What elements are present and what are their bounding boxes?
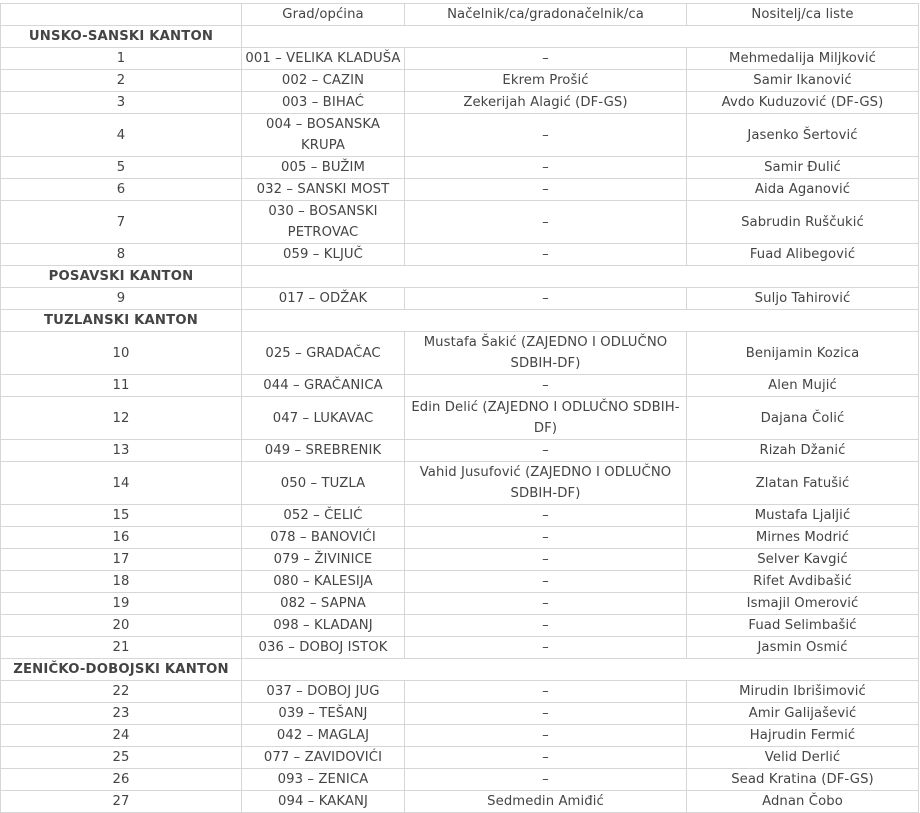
list-holder-cell: Rizah Džanić bbox=[687, 440, 919, 462]
list-holder-cell: Dajana Čolić bbox=[687, 397, 919, 440]
mayor-cell: Sedmedin Amiđić bbox=[405, 791, 687, 813]
municipality-cell: 025 – GRADAČAC bbox=[242, 332, 405, 375]
mayor-cell: – bbox=[405, 288, 687, 310]
mayor-cell: – bbox=[405, 593, 687, 615]
section-row bbox=[1, 26, 919, 48]
list-holder-cell: Rifet Avdibašić bbox=[687, 571, 919, 593]
list-holder-cell: Fuad Alibegović bbox=[687, 244, 919, 266]
table-row bbox=[1, 92, 919, 114]
table-body bbox=[1, 4, 919, 813]
list-holder-cell: Samir Đulić bbox=[687, 157, 919, 179]
section-filler bbox=[242, 659, 919, 681]
section-row bbox=[1, 659, 919, 681]
list-holder-cell: Ismajil Omerović bbox=[687, 593, 919, 615]
table-row bbox=[1, 769, 919, 791]
list-holder-cell: Velid Derlić bbox=[687, 747, 919, 769]
row-number: 7 bbox=[1, 201, 242, 244]
municipality-cell: 093 – ZENICA bbox=[242, 769, 405, 791]
section-filler bbox=[242, 266, 919, 288]
mayor-cell: – bbox=[405, 505, 687, 527]
mayor-cell: – bbox=[405, 201, 687, 244]
section-filler bbox=[242, 26, 919, 48]
list-holder-cell: Avdo Kuduzović (DF-GS) bbox=[687, 92, 919, 114]
row-number: 3 bbox=[1, 92, 242, 114]
header-row bbox=[1, 4, 919, 26]
mayor-cell: Zekerijah Alagić (DF-GS) bbox=[405, 92, 687, 114]
table-row bbox=[1, 527, 919, 549]
section-row bbox=[1, 266, 919, 288]
table-row bbox=[1, 505, 919, 527]
row-number: 15 bbox=[1, 505, 242, 527]
mayor-cell: – bbox=[405, 637, 687, 659]
mayor-cell: – bbox=[405, 440, 687, 462]
municipality-cell: 003 – BIHAĆ bbox=[242, 92, 405, 114]
section-row bbox=[1, 310, 919, 332]
row-number: 26 bbox=[1, 769, 242, 791]
mayor-cell: Ekrem Prošić bbox=[405, 70, 687, 92]
row-number: 1 bbox=[1, 48, 242, 70]
table-row bbox=[1, 571, 919, 593]
row-number: 22 bbox=[1, 681, 242, 703]
municipality-cell: 082 – SAPNA bbox=[242, 593, 405, 615]
section-title: TUZLANSKI KANTON bbox=[1, 310, 242, 332]
header-number bbox=[1, 4, 242, 26]
municipality-cell: 032 – SANSKI MOST bbox=[242, 179, 405, 201]
list-holder-cell: Jasenko Šertović bbox=[687, 114, 919, 157]
mayor-cell: – bbox=[405, 157, 687, 179]
municipality-cell: 039 – TEŠANJ bbox=[242, 703, 405, 725]
mayor-cell: – bbox=[405, 615, 687, 637]
list-holder-cell: Jasmin Osmić bbox=[687, 637, 919, 659]
mayor-cell: – bbox=[405, 769, 687, 791]
municipality-cell: 037 – DOBOJ JUG bbox=[242, 681, 405, 703]
row-number: 16 bbox=[1, 527, 242, 549]
row-number: 27 bbox=[1, 791, 242, 813]
section-filler bbox=[242, 310, 919, 332]
candidates-table bbox=[0, 3, 919, 813]
table-row bbox=[1, 791, 919, 813]
mayor-cell: – bbox=[405, 681, 687, 703]
mayor-cell: – bbox=[405, 114, 687, 157]
list-holder-cell: Sead Kratina (DF-GS) bbox=[687, 769, 919, 791]
list-holder-cell: Zlatan Fatušić bbox=[687, 462, 919, 505]
mayor-cell: – bbox=[405, 179, 687, 201]
section-title: ZENIČKO-DOBOJSKI KANTON bbox=[1, 659, 242, 681]
table-row bbox=[1, 703, 919, 725]
municipality-cell: 050 – TUZLA bbox=[242, 462, 405, 505]
header-list-holder: Nositelj/ca liste bbox=[687, 4, 919, 26]
row-number: 2 bbox=[1, 70, 242, 92]
table-row bbox=[1, 549, 919, 571]
table-row bbox=[1, 48, 919, 70]
mayor-cell: – bbox=[405, 725, 687, 747]
list-holder-cell: Mehmedalija Miljković bbox=[687, 48, 919, 70]
municipality-cell: 080 – KALESIJA bbox=[242, 571, 405, 593]
row-number: 19 bbox=[1, 593, 242, 615]
row-number: 24 bbox=[1, 725, 242, 747]
table-row bbox=[1, 615, 919, 637]
row-number: 25 bbox=[1, 747, 242, 769]
municipality-cell: 052 – ČELIĆ bbox=[242, 505, 405, 527]
list-holder-cell: Sabrudin Ruščukić bbox=[687, 201, 919, 244]
list-holder-cell: Selver Kavgić bbox=[687, 549, 919, 571]
table-row bbox=[1, 747, 919, 769]
table-row bbox=[1, 637, 919, 659]
mayor-cell: – bbox=[405, 375, 687, 397]
table-row bbox=[1, 462, 919, 505]
row-number: 5 bbox=[1, 157, 242, 179]
table-row bbox=[1, 244, 919, 266]
list-holder-cell: Aida Aganović bbox=[687, 179, 919, 201]
municipality-cell: 005 – BUŽIM bbox=[242, 157, 405, 179]
row-number: 12 bbox=[1, 397, 242, 440]
table-row bbox=[1, 397, 919, 440]
section-title: UNSKO-SANSKI KANTON bbox=[1, 26, 242, 48]
row-number: 8 bbox=[1, 244, 242, 266]
table-row bbox=[1, 157, 919, 179]
mayor-cell: – bbox=[405, 48, 687, 70]
list-holder-cell: Amir Galijašević bbox=[687, 703, 919, 725]
list-holder-cell: Mirnes Modrić bbox=[687, 527, 919, 549]
mayor-cell: Edin Delić (ZAJEDNO I ODLUČNO SDBIH-DF) bbox=[405, 397, 687, 440]
municipality-cell: 094 – KAKANJ bbox=[242, 791, 405, 813]
table-row bbox=[1, 288, 919, 310]
municipality-cell: 049 – SREBRENIK bbox=[242, 440, 405, 462]
row-number: 10 bbox=[1, 332, 242, 375]
section-title: POSAVSKI KANTON bbox=[1, 266, 242, 288]
table-row bbox=[1, 70, 919, 92]
row-number: 6 bbox=[1, 179, 242, 201]
table-row bbox=[1, 593, 919, 615]
header-mayor: Načelnik/ca/gradonačelnik/ca bbox=[405, 4, 687, 26]
table-row bbox=[1, 375, 919, 397]
municipality-cell: 078 – BANOVIĆI bbox=[242, 527, 405, 549]
list-holder-cell: Benijamin Kozica bbox=[687, 332, 919, 375]
row-number: 14 bbox=[1, 462, 242, 505]
table-row bbox=[1, 201, 919, 244]
row-number: 13 bbox=[1, 440, 242, 462]
table-row bbox=[1, 681, 919, 703]
municipality-cell: 044 – GRAČANICA bbox=[242, 375, 405, 397]
header-city: Grad/općina bbox=[242, 4, 405, 26]
list-holder-cell: Alen Mujić bbox=[687, 375, 919, 397]
list-holder-cell: Adnan Čobo bbox=[687, 791, 919, 813]
mayor-cell: – bbox=[405, 527, 687, 549]
municipality-cell: 036 – DOBOJ ISTOK bbox=[242, 637, 405, 659]
table-row bbox=[1, 725, 919, 747]
municipality-cell: 030 – BOSANSKI PETROVAC bbox=[242, 201, 405, 244]
list-holder-cell: Hajrudin Fermić bbox=[687, 725, 919, 747]
row-number: 18 bbox=[1, 571, 242, 593]
list-holder-cell: Suljo Tahirović bbox=[687, 288, 919, 310]
mayor-cell: – bbox=[405, 549, 687, 571]
row-number: 11 bbox=[1, 375, 242, 397]
mayor-cell: – bbox=[405, 244, 687, 266]
municipality-cell: 001 – VELIKA KLADUŠA bbox=[242, 48, 405, 70]
municipality-cell: 042 – MAGLAJ bbox=[242, 725, 405, 747]
list-holder-cell: Mirudin Ibrišimović bbox=[687, 681, 919, 703]
table-row bbox=[1, 332, 919, 375]
table-row bbox=[1, 114, 919, 157]
mayor-cell: – bbox=[405, 571, 687, 593]
table-row bbox=[1, 440, 919, 462]
row-number: 4 bbox=[1, 114, 242, 157]
table-row bbox=[1, 179, 919, 201]
list-holder-cell: Mustafa Ljaljić bbox=[687, 505, 919, 527]
municipality-cell: 077 – ZAVIDOVIĆI bbox=[242, 747, 405, 769]
mayor-cell: – bbox=[405, 747, 687, 769]
municipality-cell: 098 – KLADANJ bbox=[242, 615, 405, 637]
row-number: 20 bbox=[1, 615, 242, 637]
municipality-cell: 004 – BOSANSKA KRUPA bbox=[242, 114, 405, 157]
municipality-cell: 047 – LUKAVAC bbox=[242, 397, 405, 440]
row-number: 21 bbox=[1, 637, 242, 659]
row-number: 23 bbox=[1, 703, 242, 725]
municipality-cell: 002 – CAZIN bbox=[242, 70, 405, 92]
municipality-cell: 079 – ŽIVINICE bbox=[242, 549, 405, 571]
list-holder-cell: Samir Ikanović bbox=[687, 70, 919, 92]
mayor-cell: – bbox=[405, 703, 687, 725]
municipality-cell: 017 – ODŽAK bbox=[242, 288, 405, 310]
mayor-cell: Vahid Jusufović (ZAJEDNO I ODLUČNO SDBIH-DF) bbox=[405, 462, 687, 505]
list-holder-cell: Fuad Selimbašić bbox=[687, 615, 919, 637]
mayor-cell: Mustafa Šakić (ZAJEDNO I ODLUČNO SDBIH-DF) bbox=[405, 332, 687, 375]
row-number: 9 bbox=[1, 288, 242, 310]
municipality-cell: 059 – KLJUČ bbox=[242, 244, 405, 266]
row-number: 17 bbox=[1, 549, 242, 571]
